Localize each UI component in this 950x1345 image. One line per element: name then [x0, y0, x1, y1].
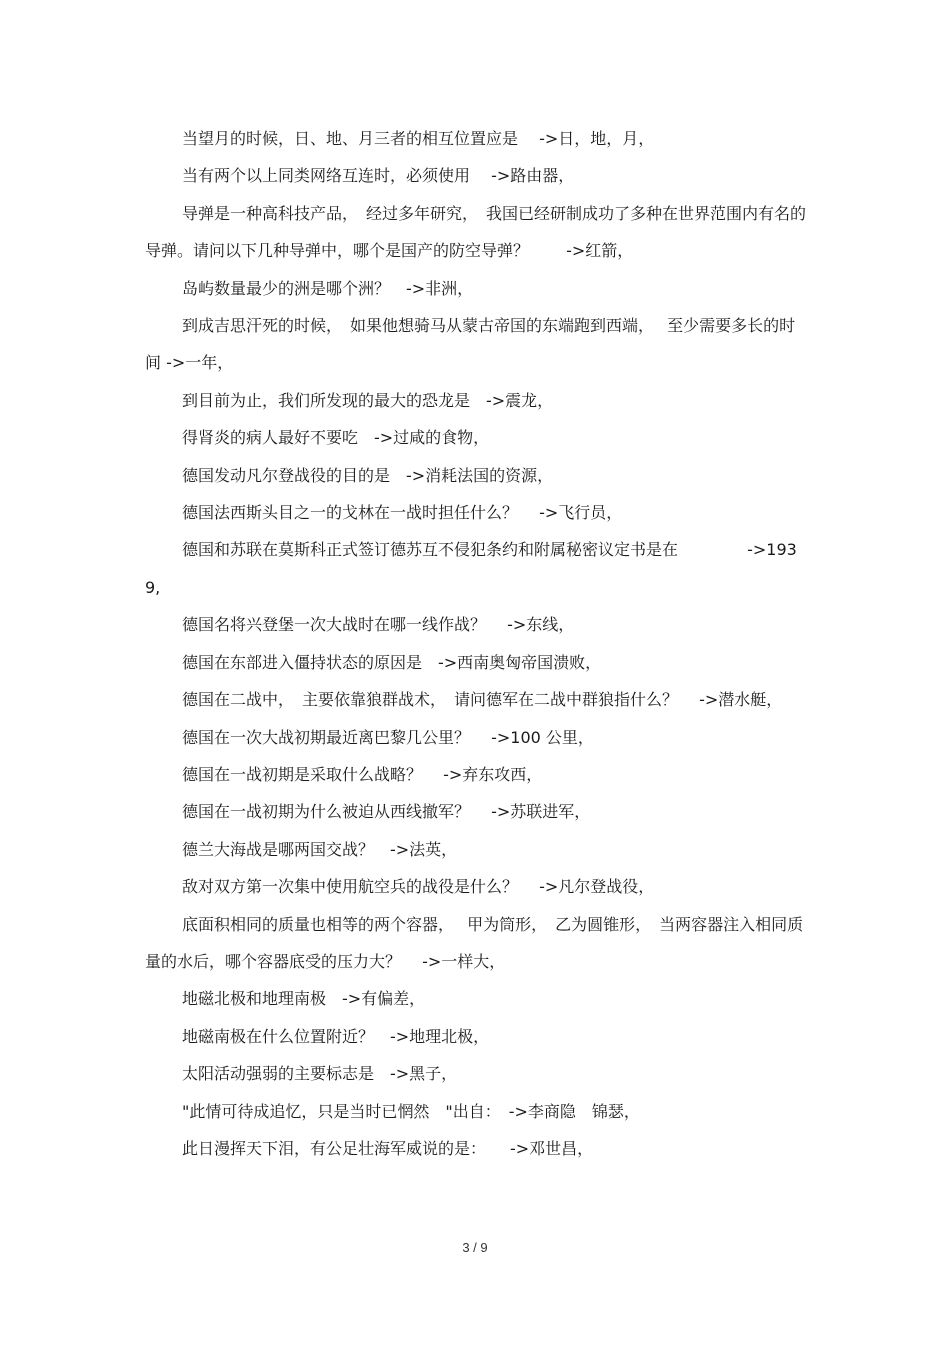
qa-paragraph: 导弹是一种高科技产品， 经过多年研究， 我国已经研制成功了多种在世界范围内有名的导弹。请问以下几种导弹中，哪个是国产的防空导弹？ ->红箭， [145, 203, 807, 261]
qa-paragraph: 德国在二战中， 主要依靠狼群战术， 请问德军在二战中群狼指什么？ ->潜水艇， [182, 690, 783, 710]
qa-paragraph: 敌对双方第一次集中使用航空兵的战役是什么？ ->凡尔登战役， [182, 877, 655, 897]
qa-paragraph: 德国和苏联在莫斯科正式签订德苏互不侵犯条约和附属秘密议定书是在 ->1939, [145, 540, 797, 597]
qa-paragraph: 到目前为止，我们所发现的最大的恐龙是 ->震龙， [182, 390, 554, 410]
qa-paragraph: 得肾炎的病人最好不要吃 ->过咸的食物， [182, 428, 490, 448]
qa-paragraph: 德兰大海战是哪两国交战？ ->法英， [182, 839, 458, 859]
qa-paragraph: 德国发动凡尔登战役的目的是 ->消耗法国的资源， [182, 465, 554, 485]
qa-paragraph: 德国在东部进入僵持状态的原因是 ->西南奥匈帝国溃败， [182, 652, 602, 672]
qa-paragraph: 德国法西斯头目之一的戈林在一战时担任什么？ ->飞行员， [182, 503, 623, 523]
qa-paragraph: 此日漫挥天下泪，有公足壮海军威说的是： ->邓世昌， [182, 1138, 594, 1158]
qa-paragraph: 地磁北极和地理南极 ->有偏差， [182, 989, 426, 1009]
qa-paragraph: 到成吉思汗死的时候， 如果他想骑马从蒙古帝国的东端跑到西端， 至少需要多长的时间 ->一年， [145, 316, 796, 373]
qa-paragraph: 地磁南极在什么位置附近？ ->地理北极， [182, 1026, 490, 1046]
page-number: 3 / 9 [462, 1240, 488, 1255]
qa-paragraph: 太阳活动强弱的主要标志是 ->黑子， [182, 1064, 458, 1084]
qa-paragraph: 当望月的时候，日、地、月三者的相互位置应是 ->日，地，月， [182, 129, 655, 148]
qa-paragraph: 德国在一战初期是采取什么战略？ ->弃东攻西， [182, 764, 543, 784]
qa-paragraph: "此情可待成追忆，只是当时已惘然 "出自： ->李商隐 锦瑟， [182, 1101, 640, 1121]
qa-paragraph: 岛屿数量最少的洲是哪个洲？ ->非洲， [182, 278, 474, 298]
qa-paragraph: 德国在一战初期为什么被迫从西线撤军？ ->苏联进军， [182, 802, 591, 822]
qa-paragraph: 底面积相同的质量也相等的两个容器， 甲为筒形， 乙为圆锥形， 当两容器注入相同质量的水后，哪个容器底受的压力大？ ->一样大， [145, 914, 804, 971]
qa-paragraph: 德国在一次大战初期最近离巴黎几公里？ ->100 公里， [182, 727, 594, 747]
qa-paragraph: 当有两个以上同类网络互连时，必须使用 ->路由器， [182, 166, 575, 186]
qa-paragraph: 德国名将兴登堡一次大战时在哪一线作战？ ->东线， [182, 615, 575, 635]
document-body [145, 120, 807, 1167]
